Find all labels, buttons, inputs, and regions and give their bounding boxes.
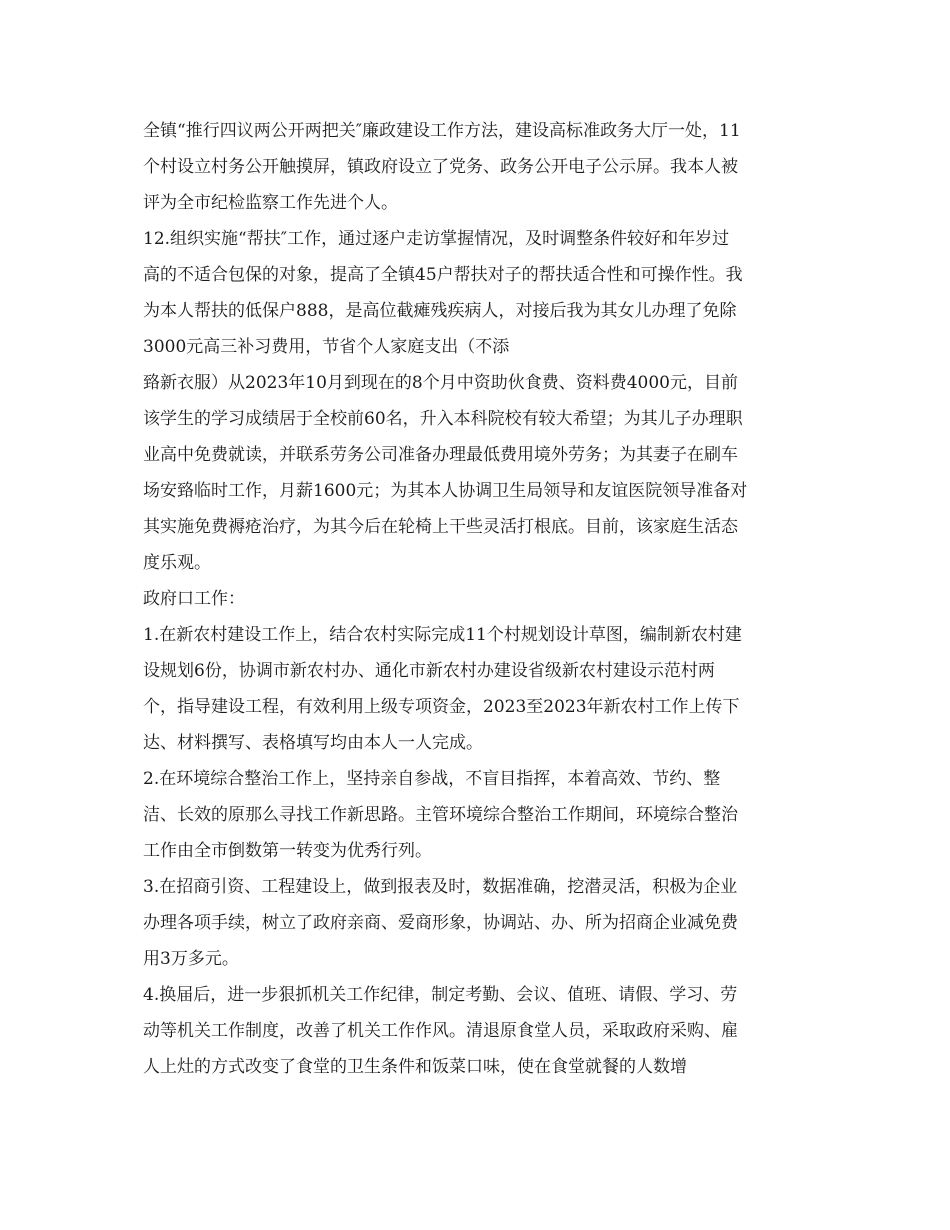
text-line: 用3万多元。 (143, 949, 239, 969)
text-line: 度乐观。 (143, 553, 211, 573)
text-line: 评为全市纪检监察工作先进个人。 (143, 193, 398, 213)
text-line: 动等机关工作制度，改善了机关工作作风。清退原食堂人员，采取政府采购、雇 (143, 1021, 738, 1041)
text-line: 达、材料撰写、表格填写均由本人一人完成。 (143, 733, 483, 753)
text-line: 个村设立村务公开触摸屏，镇政府设立了党务、政务公开电子公示屏。我本人被 (143, 157, 738, 177)
text-line: 办理各项手续，树立了政府亲商、爱商形象，协调站、办、所为招商企业减免费 (143, 913, 738, 933)
text-line: 12.组织实施“帮扶″工作，通过逐户走访掌握情况，及时调整条件较好和年岁过 (143, 229, 730, 249)
text-line: 为本人帮扶的低保户888，是高位截瘫残疾病人，对接后我为其女儿办理了免除 (143, 301, 737, 321)
text-line: 4.换届后，进一步狠抓机关工作纪律，制定考勤、会议、值班、请假、学习、劳 (143, 985, 738, 1005)
text-line: 3000元高三补习费用，节省个人家庭支出（不添 (143, 337, 510, 357)
text-line: 工作由全市倒数第一转变为优秀行列。 (143, 841, 432, 861)
text-line: 2.在环境综合整治工作上，坚持亲自参战，不盲目指挥，本着高效、节约、整 (143, 769, 721, 789)
section-heading: 政府口工作： (143, 589, 245, 609)
text-line: 设规划6份，协调市新农村办、通化市新农村办建设省级新农村建设示范村两 (143, 661, 715, 681)
text-line: 1.在新农村建设工作上，结合农村实际完成11个村规划设计草图，编制新农村建 (143, 625, 742, 645)
document-body (143, 113, 813, 1085)
text-line: 洁、长效的原那么寻找工作新思路。主管环境综合整治工作期间，环境综合整治 (143, 805, 738, 825)
text-line: 高的不适合包保的对象，提高了全镇45户帮扶对子的帮扶适合性和可操作性。我 (143, 265, 743, 285)
text-line: 场安臵临时工作，月薪1600元；为其本人协调卫生局领导和友谊医院领导准备对 (143, 481, 748, 501)
text-line: 其实施免费褥疮治疗，为其今后在轮椅上干些灵活打根底。目前，该家庭生活态 (143, 517, 738, 537)
text-line: 该学生的学习成绩居于全校前60名，升入本科院校有较大希望；为其儿子办理职 (143, 409, 743, 429)
text-line: 3.在招商引资、工程建设上，做到报表及时，数据准确，挖潜灵活，积极为企业 (143, 877, 738, 897)
text-line: 人上灶的方式改变了食堂的卫生条件和饭菜口味，使在食堂就餐的人数增 (143, 1057, 687, 1077)
text-line: 臵新衣服）从2023年10月到现在的8个月中资助伙食费、资料费4000元，目前 (143, 373, 738, 393)
text-line: 个，指导建设工程，有效利用上级专项资金，2023至2023年新农村工作上传下 (143, 697, 740, 717)
text-line: 全镇“推行四议两公开两把关″廉政建设工作方法，建设高标准政务大厅一处，11 (143, 121, 741, 141)
text-line: 业高中免费就读，并联系劳务公司准备办理最低费用境外劳务；为其妻子在刷车 (143, 445, 738, 465)
